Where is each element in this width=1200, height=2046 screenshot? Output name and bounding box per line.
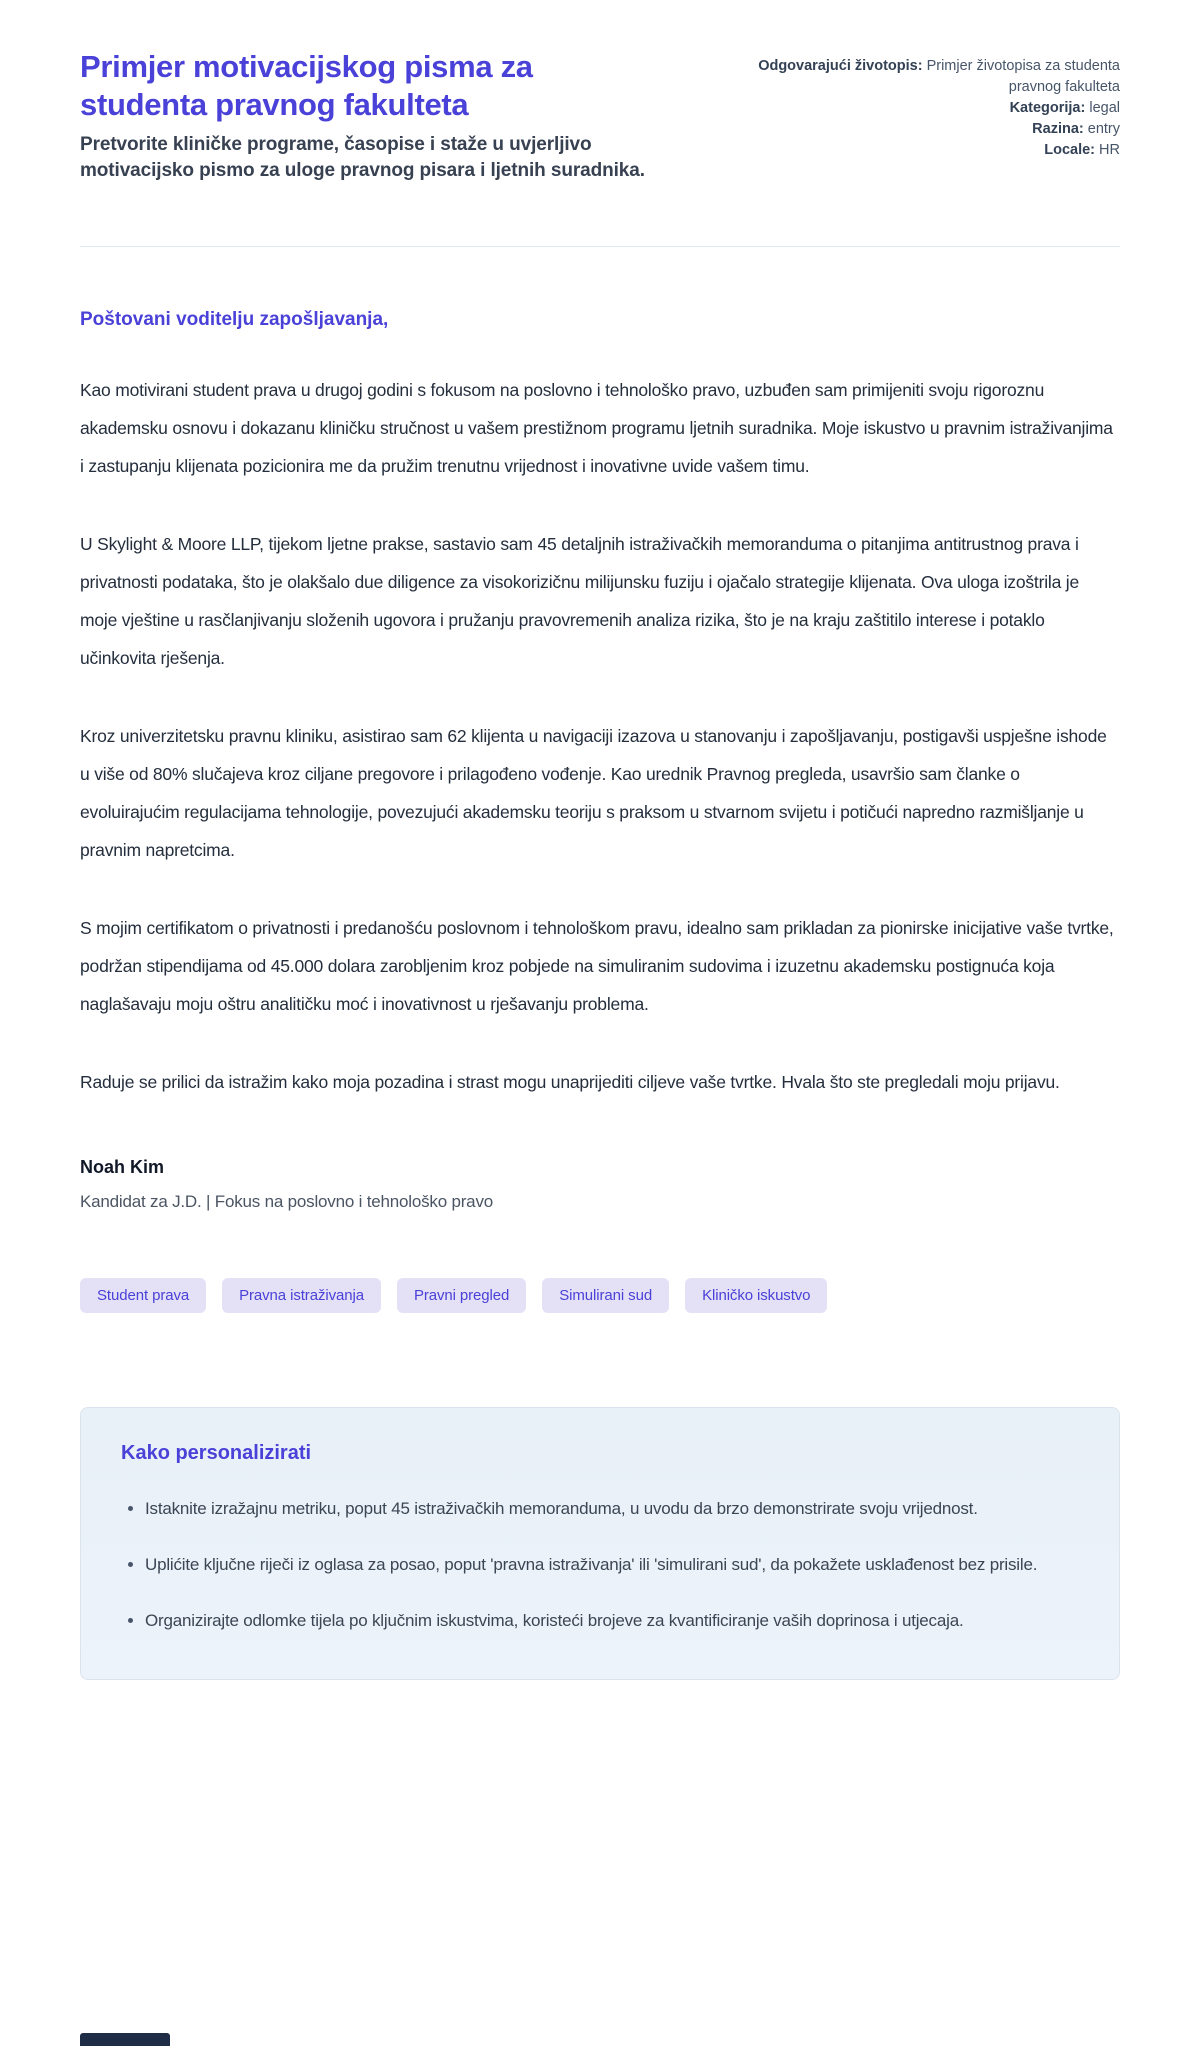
letter-paragraph: S mojim certifikatom o privatnosti i predanošću poslovnom i tehnološkom pravu, idealno sam prikladan za pionirske inicijative vaše tvrtke, podržan stipendijama od 45.000 dolara zarobljenim kroz pobjede na simuliranim sudovima i izuzetnu akademsku postignuća koja naglašavaju moju oštru analitičku moć i inovativnost u rješavanju problema. [80,918,1114,1014]
page-subtitle: Pretvorite kliničke programe, časopise i staže u uvjerljivo motivacijsko pismo za uloge pravnog pisara i ljetnih suradnika. [80,134,645,181]
tag-chip-pravna-istrazivanja[interactable]: Pravna istraživanja [222,1278,381,1313]
meta-value: HR [1095,142,1120,158]
tag-chip-klinicko-iskustvo[interactable]: Kliničko iskustvo [685,1278,827,1313]
signature-block [80,1157,1120,1212]
tip-item: • Organizirajte odlomke tijela po ključnim iskustvima, koristeći brojeve za kvantificiranje vaših doprinosa i utjecaja. [145,1603,1045,1639]
meta-label: Locale: [1044,142,1096,158]
meta-row-category [720,98,1120,119]
letter-greeting: Poštovani voditelju zapošljavanja, [80,309,389,330]
tag-chip-pravni-pregled[interactable]: Pravni pregled [397,1278,526,1313]
letter-paragraph: U Skylight & Moore LLP, tijekom ljetne prakse, sastavio sam 45 detaljnih istraživačkih memoranduma o pitanjima antitrustnog prava i privatnosti podataka, što je olakšalo due diligence za visokorizičnu milijunsku fuziju i ojačalo strategije klijenata. Ova uloga izoštrila je moje vještine u rasčlanjivanju složenih ugovora i pružanju pravovremenih analiza rizika, što je na kraju zaštitilo interese i potaklo učinkovita rješenja. [80,534,1080,668]
tag-chip-simulirani-sud[interactable]: Simulirani sud [542,1278,669,1313]
tips-title: Kako personalizirati [121,1442,312,1464]
tag-chip-student-prava[interactable]: Student prava [80,1278,206,1313]
tag-list [80,1278,1120,1313]
page-title: Primjer motivacijskog pisma za studenta pravnog fakulteta [80,49,533,122]
tip-item: • Uplićite ključne riječi iz oglasa za posao, poput 'pravna istraživanja' ili 'simulirani sud', da pokažete usklađenost bez prisile. [145,1547,1045,1583]
header-divider [80,246,1120,247]
tips-box [80,1407,1120,1680]
signature-title: Kandidat za J.D. | Fokus na poslovno i tehnološko pravo [80,1192,493,1211]
meta-row-level [720,119,1120,140]
letter-paragraph: Kao motivirani student prava u drugoj godini s fokusom na poslovno i tehnološko pravo, uzbuđen sam primijeniti svoju rigoroznu akademsku osnovu i dokazanu kliničku stručnost u vašem prestižnom programu ljetnih suradnika. Moje iskustvo u pravnim istraživanjima i zastupanju klijenata pozicionira me da pružim trenutnu vrijednost i inovativne uvide vašem timu. [80,380,1113,476]
letter-body [80,309,1120,1212]
meta-value: legal [1085,100,1120,116]
meta-block [720,48,1120,161]
meta-label: Kategorija: [1009,100,1086,116]
meta-value: Primjer životopisa za studenta pravnog fakulteta [922,58,1120,95]
page-header [80,48,1120,184]
cutoff-footer-bar [80,2033,170,2046]
header-title-block [80,48,650,184]
meta-row-matching-resume [720,56,1120,98]
meta-label: Razina: [1032,121,1084,137]
meta-label: Odgovarajući životopis: [758,58,923,74]
letter-paragraph: Raduje se prilici da istražim kako moja pozadina i strast mogu unaprijediti ciljeve vaše tvrtke. Hvala što ste pregledali moju prijavu. [80,1072,1060,1092]
tips-list [121,1491,1079,1639]
signature-name: Noah Kim [80,1157,165,1177]
letter-paragraph: Kroz univerzitetsku pravnu kliniku, asistirao sam 62 klijenta u navigaciji izazova u stanovanju i zapošljavanju, postigavši uspješne ishode u više od 80% slučajeva kroz ciljane pregovore i prilagođeno vođenje. Kao urednik Pravnog pregleda, usavršio sam članke o evoluirajućim regulacijama tehnologije, povezujući akademsku teoriju s praksom u stvarnom svijetu i potičući napredno razmišljanje u pravnim napretcima. [80,726,1107,860]
meta-row-locale [720,140,1120,161]
meta-value: entry [1083,121,1120,137]
tip-item: • Istaknite izražajnu metriku, poput 45 istraživačkih memoranduma, u uvodu da brzo demonstrirate svoju vrijednost. [145,1491,1045,1527]
